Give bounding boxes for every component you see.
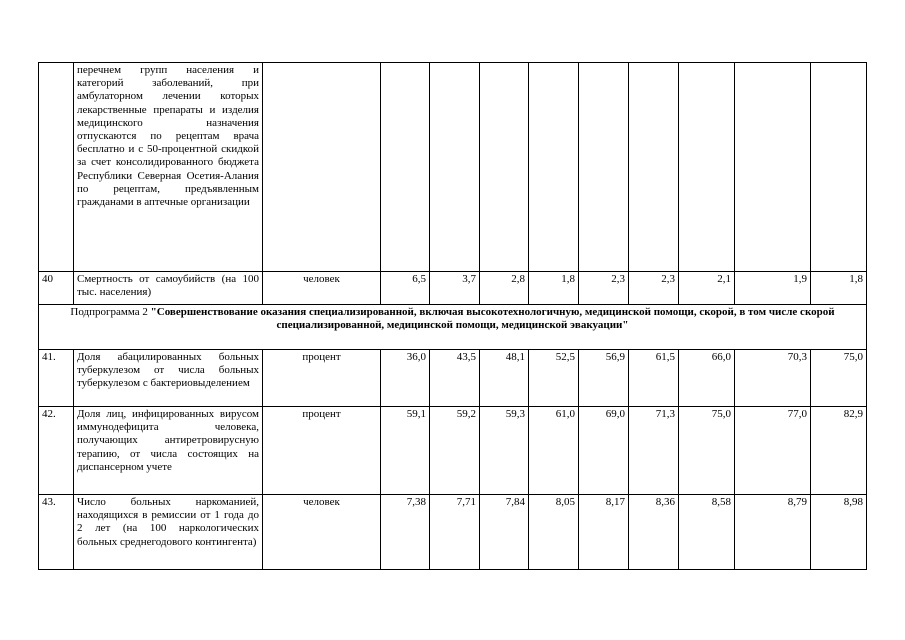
- value-cell: [480, 63, 529, 272]
- unit-cell: процент: [263, 350, 381, 407]
- value-cell: 2,8: [480, 272, 529, 305]
- value-cell: 56,9: [579, 350, 629, 407]
- table-row: [39, 272, 867, 305]
- value-cell: 71,3: [629, 407, 679, 495]
- value-cell: [430, 63, 480, 272]
- subprogram-prefix: Подпрограмма 2: [70, 306, 151, 318]
- row-number: 40: [39, 272, 74, 305]
- value-cell: 3,7: [430, 272, 480, 305]
- value-cell: 43,5: [430, 350, 480, 407]
- value-cell: 1,8: [811, 272, 867, 305]
- table-row: [39, 407, 867, 495]
- table-row: [39, 495, 867, 570]
- indicator-name: Число больных наркоманией, находящихся в ремиссии от 1 года до 2 лет (на 100 наркологических больных среднегодового контингента): [74, 495, 263, 570]
- value-cell: 6,5: [381, 272, 430, 305]
- value-cell: 61,0: [529, 407, 579, 495]
- value-cell: 2,3: [629, 272, 679, 305]
- value-cell: 8,05: [529, 495, 579, 570]
- subprogram-heading: [39, 305, 867, 350]
- value-cell: 7,71: [430, 495, 480, 570]
- value-cell: 8,58: [679, 495, 735, 570]
- subprogram-title: "Совершенствование оказания специализированной, включая высокотехнологичную, медицинской помощи, скорой, в том числе скорой специализированной, медицинской помощи, медицинской эвакуации": [150, 306, 835, 332]
- row-number: 42.: [39, 407, 74, 495]
- value-cell: 48,1: [480, 350, 529, 407]
- unit-cell: человек: [263, 495, 381, 570]
- indicator-name: Доля лиц, инфицированных вирусом иммунодефицита человека, получающих антиретровирусную терапию, от числа состоящих на диспансерном учете: [74, 407, 263, 495]
- value-cell: 8,36: [629, 495, 679, 570]
- unit-cell: [263, 63, 381, 272]
- unit-cell: человек: [263, 272, 381, 305]
- value-cell: 7,84: [480, 495, 529, 570]
- value-cell: [529, 63, 579, 272]
- subprogram-row: [39, 305, 867, 350]
- indicator-name: Смертность от самоубийств (на 100 тыс. населения): [74, 272, 263, 305]
- value-cell: 70,3: [735, 350, 811, 407]
- row-number: [39, 63, 74, 272]
- indicator-name: Доля абацилированных больных туберкулезом от числа больных туберкулезом с бактериовыделением: [74, 350, 263, 407]
- value-cell: 7,38: [381, 495, 430, 570]
- value-cell: 69,0: [579, 407, 629, 495]
- value-cell: 75,0: [811, 350, 867, 407]
- row-number: 41.: [39, 350, 74, 407]
- row-number: 43.: [39, 495, 74, 570]
- indicator-name: перечнем групп населения и категорий заболеваний, при амбулаторном лечении которых лекарственные препараты и изделия медицинского назначения отпускаются по рецептам врача бесплатно и с 50-процентной скидкой за счет консолидированного бюджета Республики Северная Осетия-Алания по рецептам, предъявленным гражданами в аптечные организации: [74, 63, 263, 272]
- value-cell: 59,3: [480, 407, 529, 495]
- value-cell: 8,79: [735, 495, 811, 570]
- value-cell: 2,1: [679, 272, 735, 305]
- value-cell: 52,5: [529, 350, 579, 407]
- value-cell: 75,0: [679, 407, 735, 495]
- value-cell: [381, 63, 430, 272]
- value-cell: 36,0: [381, 350, 430, 407]
- value-cell: 66,0: [679, 350, 735, 407]
- value-cell: 1,9: [735, 272, 811, 305]
- value-cell: 61,5: [629, 350, 679, 407]
- value-cell: [735, 63, 811, 272]
- table-row: [39, 350, 867, 407]
- value-cell: 2,3: [579, 272, 629, 305]
- indicators-table: [38, 62, 867, 570]
- value-cell: 77,0: [735, 407, 811, 495]
- value-cell: 1,8: [529, 272, 579, 305]
- value-cell: 82,9: [811, 407, 867, 495]
- value-cell: 8,17: [579, 495, 629, 570]
- value-cell: [629, 63, 679, 272]
- value-cell: [579, 63, 629, 272]
- value-cell: 59,2: [430, 407, 480, 495]
- value-cell: [811, 63, 867, 272]
- value-cell: 8,98: [811, 495, 867, 570]
- unit-cell: процент: [263, 407, 381, 495]
- value-cell: 59,1: [381, 407, 430, 495]
- table-row: [39, 63, 867, 272]
- value-cell: [679, 63, 735, 272]
